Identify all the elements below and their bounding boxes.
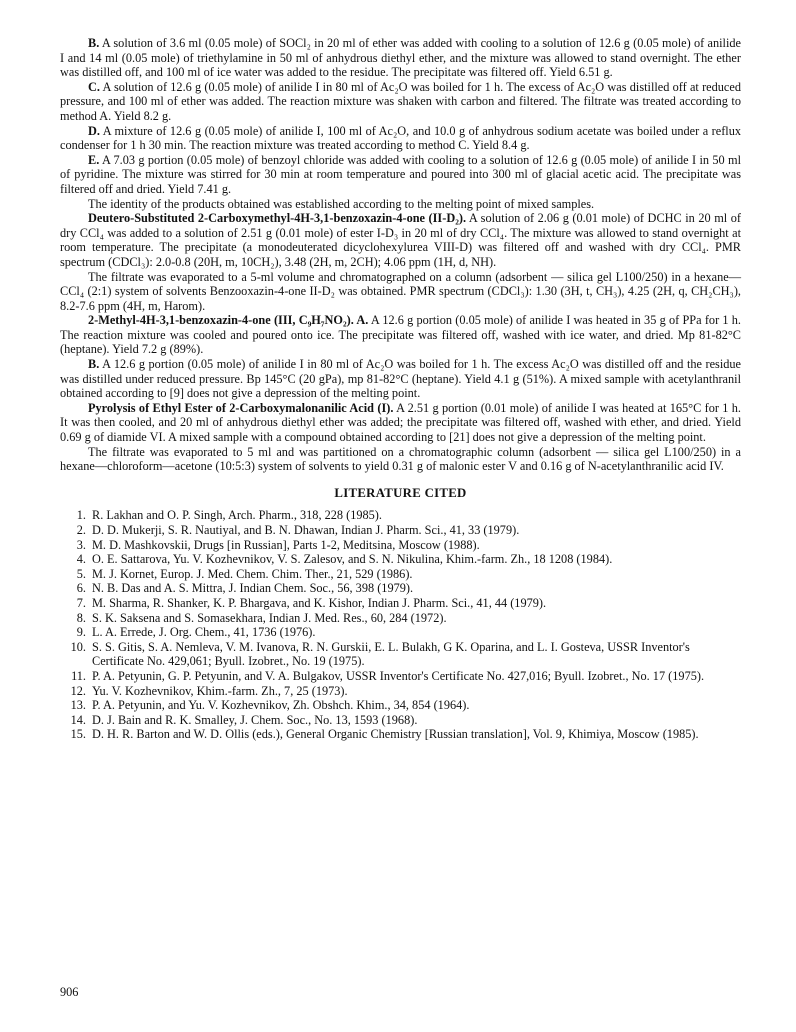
reference-text: D. H. R. Barton and W. D. Ollis (eds.), General Organic Chemistry [Russian translation], Vol. 9, Khimiya, Moscow (1985). xyxy=(92,727,699,742)
reference-item xyxy=(60,684,741,699)
reference-text: M. Sharma, R. Shanker, K. P. Bhargava, and K. Kishor, Indian J. Pharm. Sci., 41, 44 (1979). xyxy=(92,595,547,610)
paragraph-text: A solution of 3.6 ml (0.05 mole) of SOCl₂ in 20 ml of ether was added with cooling to a solution of 12.6 g (0.05 mole) of anilide I and 14 ml (0.05 mole) of triethylamine in 50 ml of anhydrous diethyl ether, and the mixture was allowed to stand overnight. The ether was distilled off, and 100 ml of ice water was added to the residue. The precipitate was filtered off. Yield 6.51 g. xyxy=(60,36,741,80)
reference-number: 7. xyxy=(76,595,86,610)
paragraph-identity xyxy=(60,197,741,212)
paragraph-method-c xyxy=(60,80,741,124)
reference-item xyxy=(60,508,741,523)
paragraph-text: A mixture of 12.6 g (0.05 mole) of anilide I, 100 ml of Ac₂O, and 10.0 g of anhydrous sodium acetate was boiled under a reflux condenser for 1 h 30 min. The reaction mixture was treated according to method C. Yield 8.4 g. xyxy=(60,123,741,153)
reference-number: 2. xyxy=(76,523,86,537)
reference-text: D. J. Bain and R. K. Smalley, J. Chem. Soc., No. 13, 1593 (1968). xyxy=(92,712,418,727)
paragraph-text: The identity of the products obtained was established according to the melting point of mixed samples. xyxy=(88,196,595,211)
paragraph-text: The filtrate was evaporated to a 5-ml volume and chromatographed on a column (adsorbent — silica gel L100/250) in a hexane—CCl₄ (2:1) system of solvents Benzooxazin-4-one II-D₂ was obtained. PMR spectrum (CDCl₃): 1.30 (3H, t, CH₃), 4.25 (2H, q, CH₂CH₃), 8.2-7.6 ppm (4H, m, Harom). xyxy=(60,269,741,313)
reference-number: 13. xyxy=(70,698,86,713)
page-number: 906 xyxy=(60,985,79,999)
reference-item xyxy=(60,640,741,669)
reference-text: O. E. Sattarova, Yu. V. Kozhevnikov, V. S. Zalesov, and S. N. Nikulina, Khim.-farm. Zh., 18 1208 (1984). xyxy=(92,552,613,567)
reference-number: 4. xyxy=(76,552,86,567)
reference-text: M. J. Kornet, Europ. J. Med. Chem. Chim. Ther., 21, 529 (1986). xyxy=(92,566,413,581)
reference-number: 1. xyxy=(76,508,86,523)
reference-number: 8. xyxy=(76,610,86,625)
paragraph-text: A solution of 2.06 g (0.01 mole) of DCHC in 20 ml of dry CCl₄ was added to a solution of 2.51 g (0.01 mole) of ester I-D₃ in 20 ml of dry CCl₄. The mixture was allowed to stand overnight at room temperature. The precipitate (a monodeuterated dicyclohexylurea VIII-D) was filtered off and washed with dry CCl₄. PMR spectrum (CDCl₃): 2.0-0.8 (20H, m, 10CH₂), 3.48 (2H, m, 2CH); 4.06 ppm (1H, d, NH). xyxy=(60,211,741,269)
page-body xyxy=(60,36,741,742)
paragraph-text: The filtrate was evaporated to 5 ml and was partitioned on a chromatographic column (adsorbent — silica gel L100/250) in a hexane—chloroform—acetone (10:5:3) system of solvents to yield 0.31 g of malonic ester V and 0.16 g of N-acetylanthranilic acid IV. xyxy=(60,444,741,474)
paragraph-text: A 7.03 g portion (0.05 mole) of benzoyl chloride was added with cooling to a solution of 12.6 g (0.05 mole) of anilide I in 50 ml of pyridine. The mixture was stirred for 30 min at room temperature and poured into 300 ml of glacial acetic acid. The precipitate was filtered off and dried. Yield 7.41 g. xyxy=(60,152,741,196)
reference-number: 6. xyxy=(76,581,86,596)
reference-item xyxy=(60,596,741,611)
reference-number: 14. xyxy=(70,712,86,727)
paragraph-lead: D. xyxy=(88,123,100,138)
paragraph-text: A solution of 12.6 g (0.05 mole) of anilide I in 80 ml of Ac₂O was boiled for 1 h. The excess of Ac₂O was distilled off at reduced pressure, and 100 ml of ether was added. The reaction mixture was shaken with carbon and filtered. The filtrate was treated according to method A. Yield 8.2 g. xyxy=(60,79,741,123)
paragraph-methyl-b xyxy=(60,357,741,401)
paragraph-lead: B. xyxy=(88,36,100,50)
paragraph-text: A 12.6 g portion (0.05 mole) of anilide I was heated in 35 g of PPa for 1 h. The reaction mixture was cooled and poured onto ice. The precipitate was filtered off, washed with ice water, and dried. Mp 81-82°C (heptane). Yield 7.2 g (89%). xyxy=(60,313,742,357)
reference-item xyxy=(60,538,741,553)
paragraph-lead: C. xyxy=(88,79,100,94)
paragraph-method-d xyxy=(60,124,741,153)
paragraph-methyl-a xyxy=(60,313,741,357)
reference-number: 5. xyxy=(76,566,86,581)
paragraph-method-b xyxy=(60,36,741,80)
reference-item xyxy=(60,523,741,538)
reference-number: 15. xyxy=(70,727,86,742)
reference-item xyxy=(60,611,741,626)
reference-text: Yu. V. Kozhevnikov, Khim.-farm. Zh., 7, 25 (1973). xyxy=(92,683,348,698)
reference-text: R. Lakhan and O. P. Singh, Arch. Pharm., 318, 228 (1985). xyxy=(92,508,382,523)
reference-item xyxy=(60,581,741,596)
reference-text: N. B. Das and A. S. Mittra, J. Indian Chem. Soc., 56, 398 (1979). xyxy=(92,581,414,596)
reference-text: S. S. Gitis, S. A. Nemleva, V. M. Ivanova, R. N. Gurskii, E. L. Bulakh, G K. Oparina, and L. I. Gosteva, USSR Inventor's Certificate No. 429,061; Byull. Izobret., No. 19 (1975). xyxy=(92,639,690,669)
reference-number: 9. xyxy=(76,625,86,640)
paragraph-text: A 2.51 g portion (0.01 mole) of anilide I was heated at 165°C for 1 h. It was then cooled, and 20 ml of anhydrous diethyl ether was added; the precipitate was filtered off, washed with ether, and dried. Yield 0.69 g of diamide VI. A mixed sample with a compound obtained according to [21] does not give a depression of the melting point. xyxy=(60,400,741,445)
paragraph-lead: Deutero-Substituted 2-Carboxymethyl-4H-3,1-benzoxazin-4-one (II-D₂). xyxy=(88,211,467,226)
reference-number: 12. xyxy=(70,683,86,698)
paragraph-deutero xyxy=(60,211,741,269)
paragraph-lead: E. xyxy=(88,152,100,167)
paragraph-lead: B. xyxy=(88,357,100,372)
paragraph-filtrate-2 xyxy=(60,445,741,474)
paragraph-lead: Pyrolysis of Ethyl Ester of 2-Carboxymalonanilic Acid (I). xyxy=(88,400,394,415)
reference-text: D. D. Mukerji, S. R. Nautiyal, and B. N. Dhawan, Indian J. Pharm. Sci., 41, 33 (1979). xyxy=(92,523,520,537)
reference-item xyxy=(60,567,741,582)
reference-text: S. K. Saksena and S. Somasekhara, Indian J. Med. Res., 60, 284 (1972). xyxy=(92,610,447,625)
reference-number: 3. xyxy=(76,537,86,552)
reference-list xyxy=(60,508,741,742)
reference-text: M. D. Mashkovskii, Drugs [in Russian], Parts 1-2, Meditsina, Moscow (1988). xyxy=(92,537,480,552)
reference-item xyxy=(60,727,741,742)
reference-text: L. A. Errede, J. Org. Chem., 41, 1736 (1976). xyxy=(92,625,316,640)
experimental-section xyxy=(60,36,741,474)
paragraph-method-e xyxy=(60,153,741,197)
paragraph-lead: 2-Methyl-4H-3,1-benzoxazin-4-one (III, C₉H₇NO₂). A. xyxy=(88,313,369,328)
paragraph-text: A 12.6 g portion (0.05 mole) of anilide I in 80 ml of Ac₂O was boiled for 1 h. The excess Ac₂O was distilled off and the residue was distilled under reduced pressure. Bp 145°C (20 gPa), mp 81-82°C (heptane). Yield 4.1 g (51%). A mixed sample with acetylanthranil obtained according to [9] does not give a depression of the melting point. xyxy=(60,357,741,401)
reference-item xyxy=(60,669,741,684)
reference-item xyxy=(60,713,741,728)
reference-item xyxy=(60,698,741,713)
reference-item xyxy=(60,552,741,567)
reference-item xyxy=(60,625,741,640)
literature-heading: LITERATURE CITED xyxy=(334,485,467,500)
reference-number: 10. xyxy=(70,639,86,654)
paragraph-filtrate-1 xyxy=(60,270,741,314)
reference-text: P. A. Petyunin, G. P. Petyunin, and V. A. Bulgakov, USSR Inventor's Certificate No. 427,016; Byull. Izobret., No. 17 (1975). xyxy=(92,668,705,683)
reference-text: P. A. Petyunin, and Yu. V. Kozhevnikov, Zh. Obshch. Khim., 34, 854 (1964). xyxy=(92,698,470,713)
reference-number: 11. xyxy=(71,668,86,683)
paragraph-pyrolysis xyxy=(60,401,741,445)
